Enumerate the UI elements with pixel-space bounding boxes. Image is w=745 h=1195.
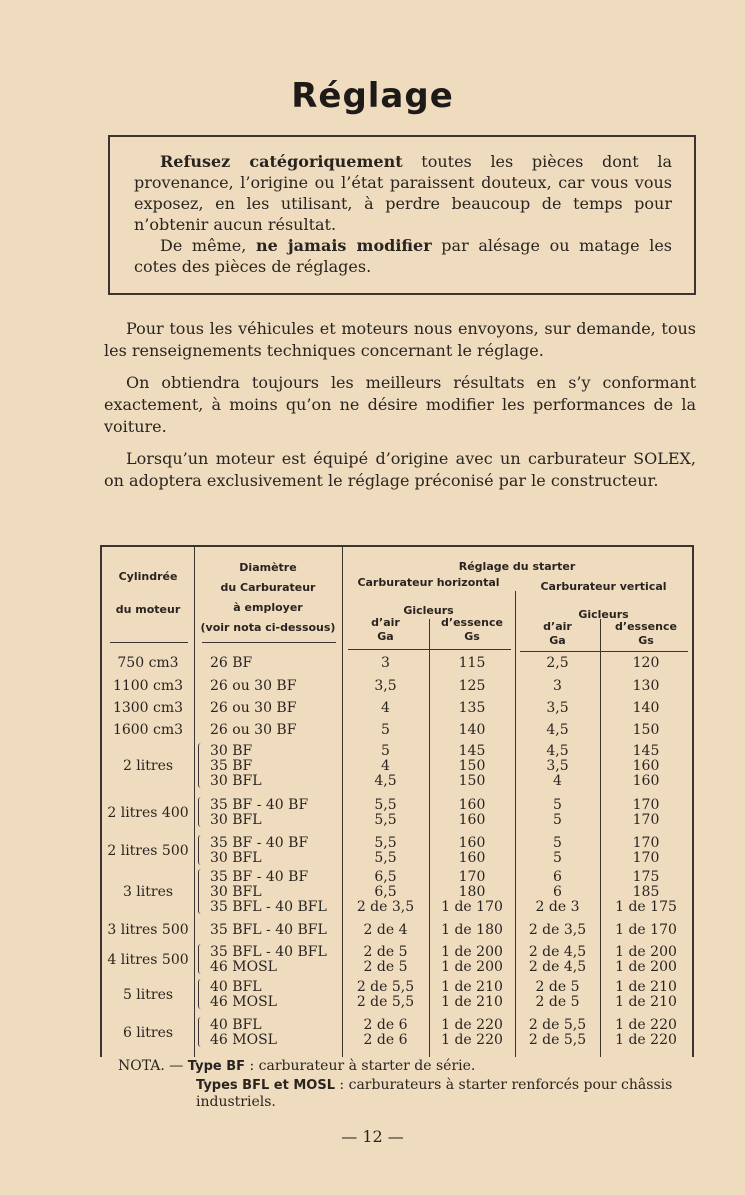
cell-ga-v: 3,5 — [546, 700, 569, 716]
cell-gs-v: 1 de 200 — [615, 944, 677, 960]
header-rule — [348, 649, 511, 650]
cell-ga-h: 2 de 5 — [363, 959, 408, 975]
brace-icon — [198, 743, 202, 788]
cell-ga-h: 5,5 — [374, 812, 397, 828]
header-rule — [110, 642, 188, 643]
cell-gs-h: 1 de 200 — [441, 959, 503, 975]
page-title: Réglage — [291, 76, 454, 116]
cell-ga-v: 5 — [553, 812, 562, 828]
brace-icon — [198, 869, 202, 914]
cell-ga-h: 6,5 — [374, 884, 397, 900]
header-ga-h: Ga — [377, 630, 394, 643]
cell-gs-h: 1 de 210 — [441, 994, 503, 1010]
header-carb-horizontal: Carburateur horizontal — [357, 576, 500, 589]
header-du-moteur: du moteur — [115, 603, 181, 616]
cell-gs-h: 160 — [458, 797, 486, 813]
cell-gs-h: 160 — [458, 835, 486, 851]
header-du-carburateur: du Carburateur — [220, 581, 316, 594]
cell-carb: 40 BFL — [210, 1017, 262, 1033]
cell-cylindree: 750 cm3 — [117, 655, 179, 671]
cell-carb: 46 MOSL — [210, 959, 277, 975]
cell-carb: 26 ou 30 BF — [210, 678, 297, 694]
cell-ga-v: 3,5 — [546, 758, 569, 774]
header-gs-v: Gs — [638, 634, 654, 647]
cell-carb: 35 BF — [210, 758, 253, 774]
nota-type-bf-text: : carburateur à starter de série. — [245, 1058, 476, 1074]
cell-ga-v: 4,5 — [546, 743, 569, 759]
cell-gs-v: 140 — [632, 700, 660, 716]
cell-ga-v: 2,5 — [546, 655, 569, 671]
cell-ga-h: 2 de 4 — [363, 922, 408, 938]
cell-ga-v: 2 de 4,5 — [528, 944, 587, 960]
cell-ga-h: 6,5 — [374, 869, 397, 885]
cell-ga-h: 5 — [381, 743, 390, 759]
header-ga-v: Ga — [549, 634, 566, 647]
warning-paragraph-2 — [134, 235, 672, 277]
cell-ga-v: 6 — [553, 884, 562, 900]
intro-paragraph: On obtiendra toujours les meilleurs résultats en s’y conformant exactement, à moins qu’on ne désire modifier les performances de la voiture. — [104, 373, 696, 436]
cell-gs-v: 170 — [632, 797, 660, 813]
header-cylindree: Cylindrée — [118, 570, 178, 583]
cell-gs-h: 1 de 220 — [441, 1017, 503, 1033]
cell-gs-v: 160 — [632, 773, 660, 789]
cell-cylindree: 1300 cm3 — [112, 700, 184, 716]
cell-gs-v: 1 de 210 — [615, 979, 677, 995]
header-diametre: Diamètre — [239, 561, 297, 574]
cell-gs-h: 140 — [458, 722, 486, 738]
cell-gs-h: 150 — [458, 773, 486, 789]
cell-carb: 35 BFL - 40 BFL — [210, 944, 327, 960]
brace-icon — [198, 944, 202, 974]
cell-ga-h: 2 de 6 — [363, 1017, 408, 1033]
header-gs-h: Gs — [464, 630, 480, 643]
nota-section — [118, 1058, 708, 1111]
nota-line-2 — [118, 1077, 708, 1111]
cell-gs-v: 160 — [632, 758, 660, 774]
cell-ga-v: 5 — [553, 850, 562, 866]
cell-ga-v: 6 — [553, 869, 562, 885]
cell-gs-v: 150 — [632, 722, 660, 738]
cell-gs-v: 170 — [632, 850, 660, 866]
warning-text-1: toutes les pièces dont la provenance, l’origine ou l’état paraissent douteux, car vous vous exposez, en les utilisant, à perdre beaucoup de temps pour n’obtenir aucun résultat. — [134, 152, 673, 234]
cell-gs-h: 1 de 200 — [441, 944, 503, 960]
cell-cylindree: 2 litres — [122, 758, 174, 774]
cell-gs-v: 1 de 220 — [615, 1017, 677, 1033]
cell-cylindree: 2 litres 400 — [107, 804, 189, 821]
cell-gs-h: 1 de 210 — [441, 979, 503, 995]
header-air-h: d’air — [371, 616, 400, 629]
cell-carb: 35 BF - 40 BF — [210, 869, 309, 885]
settings-table — [100, 545, 694, 1057]
cell-gs-v: 170 — [632, 812, 660, 828]
nota-prefix: NOTA. — — [118, 1058, 184, 1074]
cell-ga-v: 2 de 5 — [535, 994, 580, 1010]
cell-gs-v: 175 — [632, 869, 660, 885]
warning-bold-1: Refusez catégoriquement — [160, 152, 403, 171]
cell-gs-h: 1 de 220 — [441, 1032, 503, 1048]
cell-ga-v: 2 de 3 — [535, 899, 580, 915]
header-a-employer: à employer — [233, 601, 303, 614]
cell-carb: 30 BFL — [210, 850, 262, 866]
cell-gs-v: 130 — [632, 678, 660, 694]
intro-text — [104, 318, 696, 502]
warning-text-2b: par alésage ou matage les cotes des pièces de réglages. — [134, 236, 673, 276]
header-rule — [202, 642, 336, 643]
brace-icon — [198, 979, 202, 1009]
cell-ga-h: 2 de 3,5 — [356, 899, 415, 915]
cell-carb: 26 BF — [210, 655, 253, 671]
cell-gs-v: 1 de 220 — [615, 1032, 677, 1048]
header-gicleurs-h: Gicleurs — [403, 604, 454, 617]
cell-cylindree: 6 litres — [122, 1024, 174, 1041]
cell-gs-v: 170 — [632, 835, 660, 851]
intro-paragraph: Lorsqu’un moteur est équipé d’origine avec un carburateur SOLEX, on adoptera exclusivement le réglage préconisé par le constructeur. — [104, 449, 696, 490]
cell-gs-h: 1 de 180 — [441, 922, 503, 938]
cell-carb: 30 BFL — [210, 773, 262, 789]
cell-carb: 30 BF — [210, 743, 253, 759]
cell-ga-h: 4,5 — [374, 773, 397, 789]
cell-gs-v: 1 de 210 — [615, 994, 677, 1010]
cell-gs-v: 1 de 175 — [615, 899, 677, 915]
cell-gs-h: 1 de 170 — [441, 899, 503, 915]
brace-icon — [198, 797, 202, 827]
cell-gs-v: 1 de 170 — [615, 922, 677, 938]
cell-cylindree: 3 litres — [122, 884, 174, 900]
cell-ga-h: 5,5 — [374, 835, 397, 851]
warning-bold-2: ne jamais modifier — [255, 236, 432, 255]
cell-cylindree: 3 litres 500 — [107, 922, 189, 938]
cell-gs-h: 170 — [458, 869, 486, 885]
warning-paragraph-1 — [134, 151, 672, 235]
cell-gs-v: 120 — [632, 655, 660, 671]
cell-carb: 35 BF - 40 BF — [210, 835, 309, 851]
cell-carb: 26 ou 30 BF — [210, 700, 297, 716]
nota-type-bf: Type BF — [187, 1059, 246, 1074]
header-essence-h: d’essence — [441, 616, 503, 629]
cell-cylindree: 1100 cm3 — [112, 678, 184, 694]
cell-carb: 46 MOSL — [210, 994, 277, 1010]
cell-gs-h: 160 — [458, 812, 486, 828]
cell-carb: 35 BF - 40 BF — [210, 797, 309, 813]
cell-ga-v: 2 de 5 — [535, 979, 580, 995]
cell-ga-h: 2 de 5,5 — [356, 979, 415, 995]
cell-carb: 30 BFL — [210, 812, 262, 828]
cell-gs-h: 160 — [458, 850, 486, 866]
cell-gs-h: 150 — [458, 758, 486, 774]
cell-ga-v: 2 de 5,5 — [528, 1017, 587, 1033]
cell-gs-v: 1 de 200 — [615, 959, 677, 975]
cell-ga-v: 2 de 4,5 — [528, 959, 587, 975]
cell-carb: 26 ou 30 BF — [210, 722, 297, 738]
nota-line-1 — [118, 1058, 708, 1075]
warning-text-2a: De même, — [160, 236, 256, 255]
cell-gs-h: 145 — [458, 743, 486, 759]
cell-ga-h: 3,5 — [374, 678, 397, 694]
cell-carb: 35 BFL - 40 BFL — [210, 922, 327, 938]
cell-cylindree: 4 litres 500 — [107, 951, 189, 968]
cell-gs-v: 185 — [632, 884, 660, 900]
cell-ga-h: 3 — [381, 655, 390, 671]
brace-icon — [198, 1017, 202, 1047]
page-number: — 12 — — [341, 1127, 404, 1146]
header-rule — [520, 651, 688, 652]
cell-ga-v: 3 — [553, 678, 562, 694]
cell-gs-h: 135 — [458, 700, 486, 716]
cell-ga-h: 5 — [381, 722, 390, 738]
cell-ga-v: 2 de 3,5 — [528, 922, 587, 938]
cell-carb: 35 BFL - 40 BFL — [210, 899, 327, 915]
cell-ga-h: 2 de 5,5 — [356, 994, 415, 1010]
header-gicleurs-v: Gicleurs — [578, 608, 629, 621]
cell-gs-v: 145 — [632, 743, 660, 759]
cell-carb: 40 BFL — [210, 979, 262, 995]
cell-ga-h: 2 de 5 — [363, 944, 408, 960]
cell-ga-h: 2 de 6 — [363, 1032, 408, 1048]
nota-types-bfl: Types BFL et MOSL — [196, 1078, 335, 1093]
header-essence-v: d’essence — [615, 620, 677, 633]
cell-ga-v: 4 — [553, 773, 562, 789]
cell-ga-h: 4 — [381, 700, 390, 716]
brace-icon — [198, 835, 202, 865]
cell-ga-h: 5,5 — [374, 850, 397, 866]
cell-ga-v: 4,5 — [546, 722, 569, 738]
cell-ga-v: 5 — [553, 797, 562, 813]
header-carb-vertical: Carburateur vertical — [540, 580, 667, 593]
cell-gs-h: 115 — [458, 655, 486, 671]
intro-paragraph: Pour tous les véhicules et moteurs nous envoyons, sur demande, tous les renseignements techniques concernant le réglage. — [104, 319, 696, 360]
cell-gs-h: 125 — [458, 678, 486, 694]
warning-box — [108, 135, 696, 295]
cell-cylindree: 2 litres 500 — [107, 842, 189, 859]
cell-cylindree: 1600 cm3 — [112, 722, 184, 738]
cell-carb: 46 MOSL — [210, 1032, 277, 1048]
cell-ga-v: 5 — [553, 835, 562, 851]
cell-ga-h: 4 — [381, 758, 390, 774]
nota-types-bfl-text: : carburateurs à starter renforcés pour châssis industriels. — [196, 1077, 673, 1110]
header-reglage-starter: Réglage du starter — [458, 560, 576, 573]
cell-gs-h: 180 — [458, 884, 486, 900]
cell-ga-v: 2 de 5,5 — [528, 1032, 587, 1048]
cell-ga-h: 5,5 — [374, 797, 397, 813]
header-voir-nota: (voir nota ci-dessous) — [200, 621, 336, 634]
header-air-v: d’air — [543, 620, 572, 633]
cell-carb: 30 BFL — [210, 884, 262, 900]
cell-cylindree: 5 litres — [122, 986, 174, 1003]
